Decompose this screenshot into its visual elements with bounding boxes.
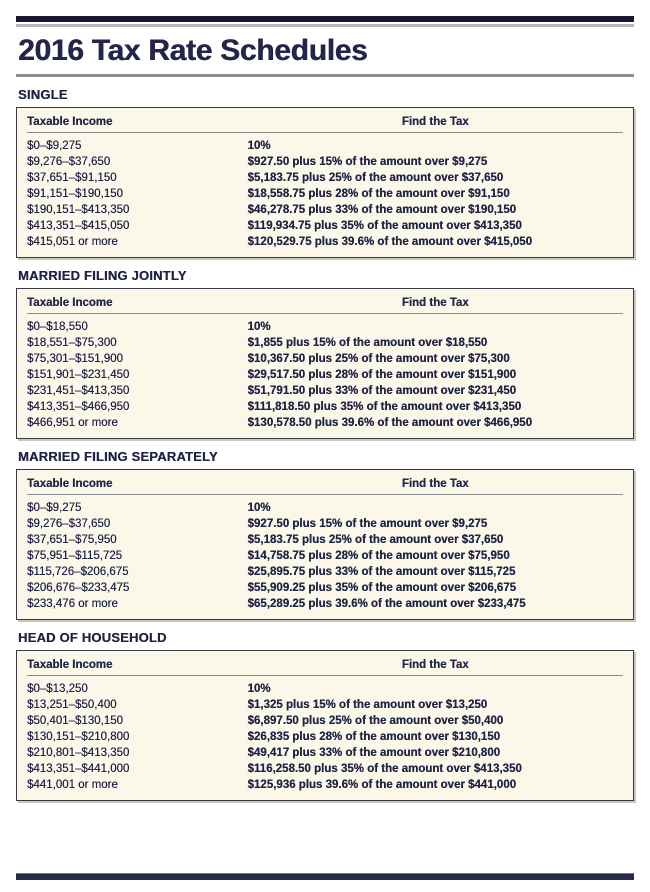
table-row: [27, 495, 623, 517]
table-row: [27, 186, 623, 202]
table-row: [27, 548, 623, 564]
table-row: [27, 367, 623, 383]
cell-taxable-income: $75,301–$151,900: [27, 353, 123, 365]
cell-find-the-tax: $46,278.75 plus 33% of the amount over $190,150: [247, 204, 516, 216]
table-row: [27, 202, 623, 218]
cell-find-the-tax: $65,289.25 plus 39.6% of the amount over $233,475: [247, 598, 526, 610]
cell-taxable-income: $466,951 or more: [27, 417, 118, 429]
tax-section: [16, 449, 634, 620]
cell-taxable-income: $115,726–$206,675: [27, 566, 129, 578]
tax-section: [16, 87, 634, 258]
cell-taxable-income: $190,151–$413,350: [27, 204, 130, 216]
table-header-row: [27, 476, 623, 495]
cell-find-the-tax: $120,529.75 plus 39.6% of the amount over $415,050: [247, 236, 532, 248]
cell-find-the-tax: $55,909.25 plus 35% of the amount over $206,675: [247, 582, 516, 594]
section-heading: HEAD OF HOUSEHOLD: [18, 630, 167, 645]
table-row: [27, 399, 623, 415]
table-row: [27, 729, 623, 745]
cell-find-the-tax: $49,417 plus 33% of the amount over $210,800: [247, 747, 500, 759]
cell-find-the-tax: $10,367.50 plus 25% of the amount over $75,300: [247, 353, 510, 365]
cell-find-the-tax: $25,895.75 plus 33% of the amount over $115,725: [247, 566, 516, 578]
table-row: [27, 697, 623, 713]
cell-find-the-tax: $927.50 plus 15% of the amount over $9,275: [247, 518, 488, 530]
cell-find-the-tax: $130,578.50 plus 39.6% of the amount over $466,950: [247, 417, 532, 429]
table-row: [27, 516, 623, 532]
table-row: [27, 596, 623, 612]
table-row: [27, 383, 623, 399]
cell-taxable-income: $13,251–$50,400: [27, 699, 117, 711]
section-heading: SINGLE: [18, 87, 68, 102]
cell-find-the-tax: $26,835 plus 28% of the amount over $130,150: [247, 731, 500, 743]
column-header-find-the-tax: Find the Tax: [248, 114, 623, 133]
cell-find-the-tax: $5,183.75 plus 25% of the amount over $37,650: [247, 172, 504, 184]
cell-find-the-tax: $18,558.75 plus 28% of the amount over $91,150: [247, 188, 510, 200]
cell-taxable-income: $9,276–$37,650: [27, 518, 111, 530]
cell-taxable-income: $151,901–$231,450: [27, 369, 130, 381]
cell-taxable-income: $415,051 or more: [27, 236, 118, 248]
cell-find-the-tax: $1,855 plus 15% of the amount over $18,550: [247, 337, 488, 349]
table-row: [27, 415, 623, 431]
cell-find-the-tax: $116,258.50 plus 35% of the amount over $413,350: [247, 763, 522, 775]
cell-find-the-tax: $125,936 plus 39.6% of the amount over $441,000: [247, 779, 516, 791]
tax-table-box: [16, 469, 634, 620]
cell-find-the-tax: $119,934.75 plus 35% of the amount over $413,350: [247, 220, 522, 232]
cell-taxable-income: $130,151–$210,800: [27, 731, 130, 743]
table-row: [27, 777, 623, 793]
tax-rate-table: [27, 657, 623, 793]
cell-find-the-tax: 10%: [247, 140, 271, 152]
cell-find-the-tax: 10%: [247, 683, 271, 695]
table-row: [27, 314, 623, 336]
cell-taxable-income: $441,001 or more: [27, 779, 118, 791]
tax-rate-schedules-page: [0, 16, 650, 892]
title-divider-rule: [16, 74, 634, 77]
table-row: [27, 745, 623, 761]
cell-taxable-income: $50,401–$130,150: [27, 715, 123, 727]
table-row: [27, 170, 623, 186]
column-header-find-the-tax: Find the Tax: [248, 295, 623, 314]
cell-taxable-income: $0–$18,550: [27, 321, 88, 333]
tax-section: [16, 630, 634, 801]
table-row: [27, 218, 623, 234]
page-title: 2016 Tax Rate Schedules: [18, 34, 368, 67]
table-row: [27, 713, 623, 729]
column-header-taxable-income: Taxable Income: [27, 657, 248, 676]
cell-find-the-tax: $51,791.50 plus 33% of the amount over $231,450: [247, 385, 516, 397]
table-row: [27, 234, 623, 250]
column-header-taxable-income: Taxable Income: [27, 476, 248, 495]
tax-table-box: [16, 650, 634, 801]
cell-find-the-tax: $1,325 plus 15% of the amount over $13,250: [247, 699, 488, 711]
column-header-find-the-tax: Find the Tax: [248, 476, 623, 495]
cell-taxable-income: $18,551–$75,300: [27, 337, 117, 349]
cell-taxable-income: $9,276–$37,650: [27, 156, 111, 168]
tax-table-box: [16, 107, 634, 258]
cell-find-the-tax: $927.50 plus 15% of the amount over $9,275: [247, 156, 488, 168]
cell-taxable-income: $0–$9,275: [27, 140, 82, 152]
cell-taxable-income: $37,651–$91,150: [27, 172, 117, 184]
table-row: [27, 564, 623, 580]
tax-rate-table: [27, 114, 623, 250]
cell-taxable-income: $206,676–$233,475: [27, 582, 130, 594]
bottom-divider-rule: [16, 873, 634, 880]
cell-taxable-income: $91,151–$190,150: [27, 188, 123, 200]
cell-find-the-tax: $111,818.50 plus 35% of the amount over $413,350: [247, 401, 522, 413]
section-heading: MARRIED FILING JOINTLY: [18, 268, 187, 283]
table-row: [27, 133, 623, 155]
cell-taxable-income: $0–$9,275: [27, 502, 82, 514]
table-row: [27, 532, 623, 548]
cell-find-the-tax: 10%: [247, 502, 271, 514]
cell-taxable-income: $413,351–$415,050: [27, 220, 130, 232]
tax-section: [16, 268, 634, 439]
table-header-row: [27, 295, 623, 314]
column-header-taxable-income: Taxable Income: [27, 114, 248, 133]
cell-find-the-tax: $14,758.75 plus 28% of the amount over $75,950: [247, 550, 510, 562]
cell-find-the-tax: $5,183.75 plus 25% of the amount over $37,650: [247, 534, 504, 546]
cell-taxable-income: $413,351–$441,000: [27, 763, 130, 775]
column-header-taxable-income: Taxable Income: [27, 295, 248, 314]
cell-taxable-income: $210,801–$413,350: [27, 747, 130, 759]
table-row: [27, 335, 623, 351]
top-divider-rule: [16, 16, 634, 24]
tax-schedule-sections: [16, 87, 634, 801]
cell-taxable-income: $75,951–$115,725: [27, 550, 123, 562]
tax-table-box: [16, 288, 634, 439]
tax-rate-table: [27, 476, 623, 612]
section-heading: MARRIED FILING SEPARATELY: [18, 449, 218, 464]
cell-find-the-tax: $29,517.50 plus 28% of the amount over $151,900: [247, 369, 516, 381]
table-row: [27, 154, 623, 170]
tax-rate-table: [27, 295, 623, 431]
cell-find-the-tax: 10%: [247, 321, 271, 333]
cell-taxable-income: $0–$13,250: [27, 683, 88, 695]
column-header-find-the-tax: Find the Tax: [248, 657, 623, 676]
cell-find-the-tax: $6,897.50 plus 25% of the amount over $50,400: [247, 715, 504, 727]
table-header-row: [27, 114, 623, 133]
table-row: [27, 761, 623, 777]
cell-taxable-income: $233,476 or more: [27, 598, 118, 610]
table-row: [27, 676, 623, 698]
table-header-row: [27, 657, 623, 676]
table-row: [27, 351, 623, 367]
table-row: [27, 580, 623, 596]
cell-taxable-income: $37,651–$75,950: [27, 534, 117, 546]
cell-taxable-income: $231,451–$413,350: [27, 385, 130, 397]
cell-taxable-income: $413,351–$466,950: [27, 401, 130, 413]
